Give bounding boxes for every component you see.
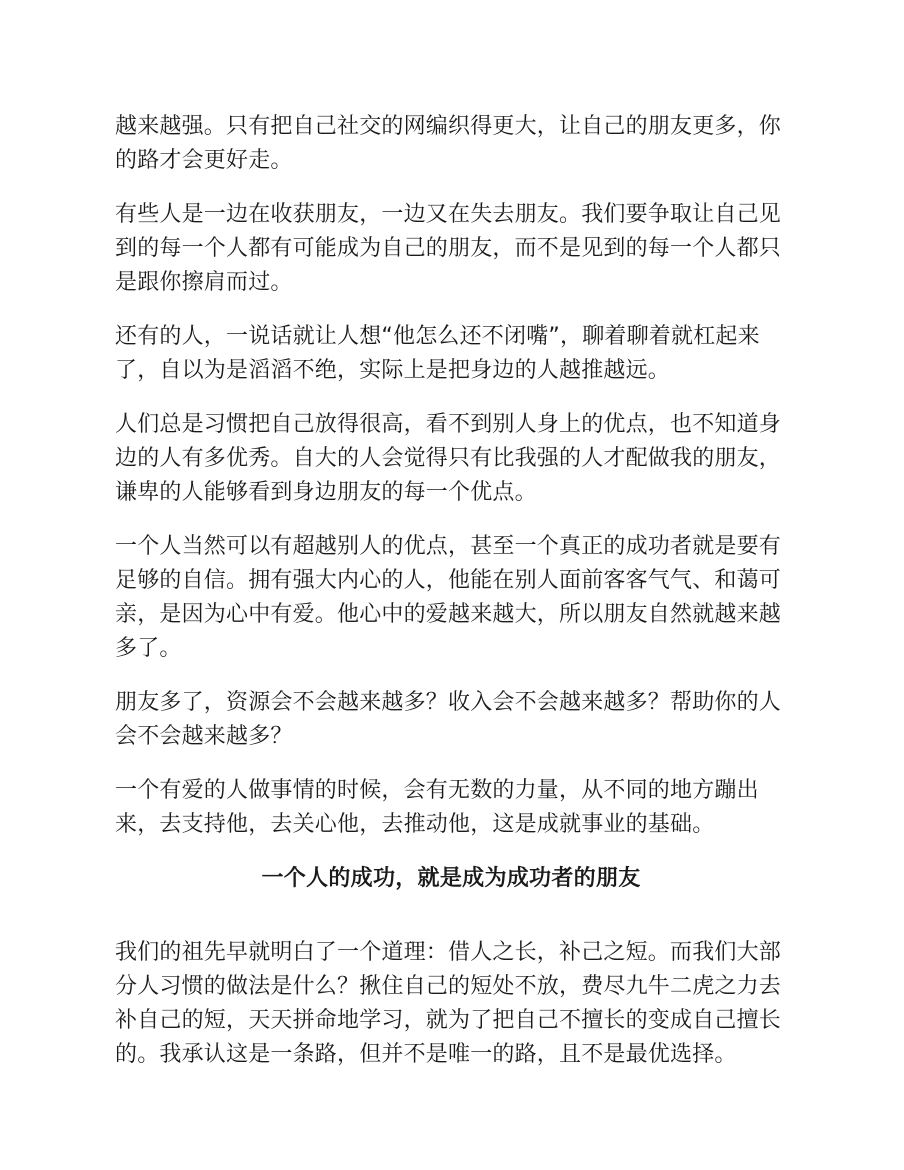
paragraph-1: 越来越强。只有把自己社交的网编织得更大，让自己的朋友更多，你的路才会更好走。: [115, 114, 782, 173]
paragraph-8: 我们的祖先早就明白了一个道理：借人之长，补己之短。而我们大部分人习惯的做法是什么？揪住自己的短处不放，费尽九牛二虎之力去补自己的短，天天拼命地学习，就为了把自己不擅长的变成自己擅长的。我承认这是一条路，但并不是唯一的路，且不是最优选择。: [115, 940, 782, 1067]
document-page: [115, 110, 787, 1092]
paragraph-2: 有些人是一边在收获朋友，一边又在失去朋友。我们要争取让自己见到的每一个人都有可能成为自己的朋友，而不是见到的每一个人都只是跟你擦肩而过。: [115, 202, 782, 295]
section-heading: 一个人的成功，就是成为成功者的朋友: [261, 866, 641, 891]
paragraph-5: 一个人当然可以有超越别人的优点，甚至一个真正的成功者就是要有足够的自信。拥有强大内心的人，他能在别人面前客客气气、和蔼可亲，是因为心中有爱。他心中的爱越来越大，所以朋友自然就越来越多了。: [115, 534, 782, 661]
paragraph-6: 朋友多了，资源会不会越来越多？收入会不会越来越多？帮助你的人会不会越来越多？: [115, 690, 782, 749]
paragraph-7: 一个有爱的人做事情的时候，会有无数的力量，从不同的地方蹦出来，去支持他，去关心他，去推动他，这是成就事业的基础。: [115, 778, 759, 837]
paragraph-4: 人们总是习惯把自己放得很高，看不到别人身上的优点，也不知道身边的人有多优秀。自大的人会觉得只有比我强的人才配做我的朋友，谦卑的人能够看到身边朋友的每一个优点。: [115, 412, 782, 505]
paragraph-3: 还有的人，一说话就让人想“他怎么还不闭嘴”，聊着聊着就杠起来了，自以为是滔滔不绝，实际上是把身边的人越推越远。: [115, 324, 760, 383]
